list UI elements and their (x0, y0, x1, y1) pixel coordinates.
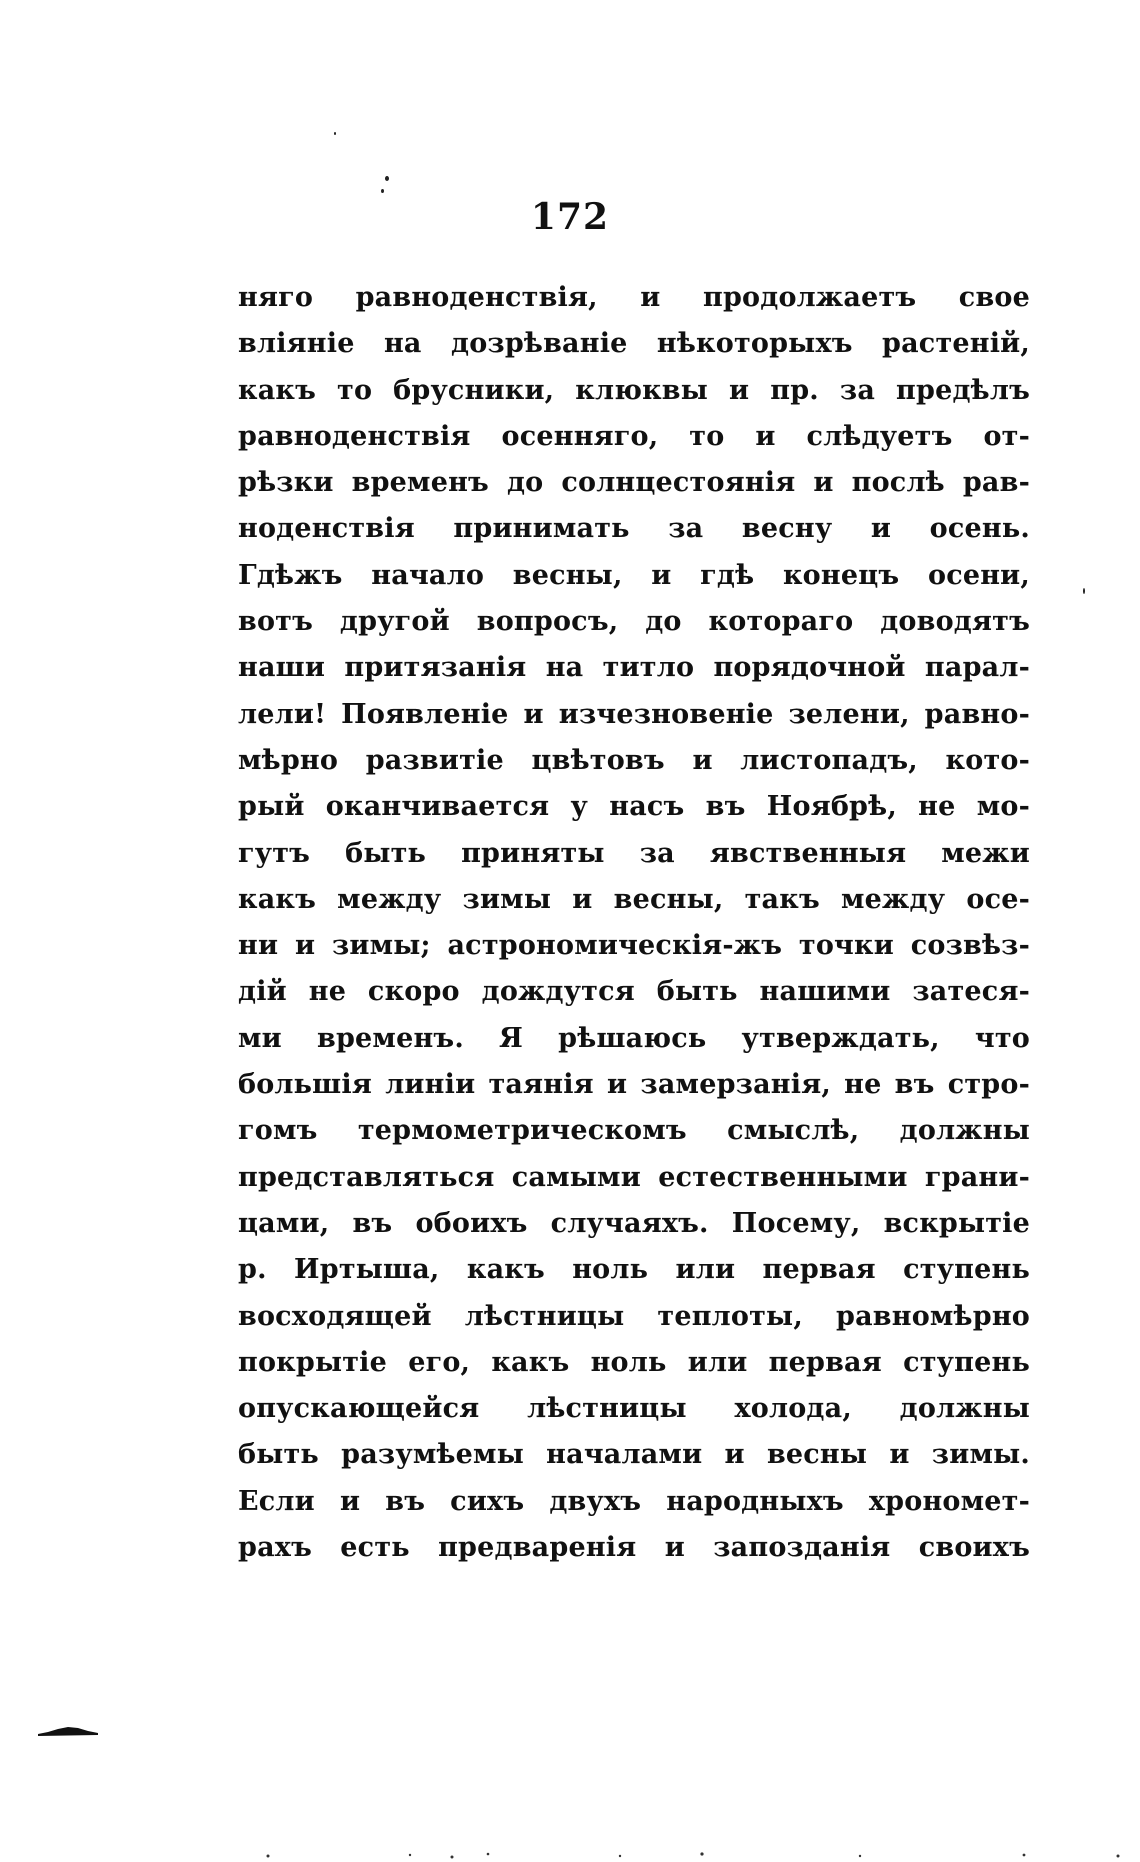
text-line: няго равноденствія, и продолжаетъ свое (238, 282, 1030, 313)
ink-speck (334, 132, 336, 135)
text-line: цами, въ обоихъ случаяхъ. Посему, вскрытіе (238, 1207, 1030, 1239)
text-line: мѣрно развитіе цвѣтовъ и листопадъ, кото- (238, 744, 1030, 776)
text-line: наши притязанія на титло порядочной парал- (238, 652, 1030, 684)
text-line: Если и въ сихъ двухъ народныхъ хрономет- (238, 1485, 1030, 1517)
ink-speck (1083, 588, 1085, 594)
text-line: покрытіе его, какъ ноль или первая ступень (238, 1346, 1030, 1378)
text-line: лели! Появленіе и изчезновеніе зелени, равно- (238, 698, 1030, 730)
text-line: вотъ другой вопросъ, до котораго доводятъ (238, 606, 1030, 638)
text-line: гомъ термометрическомъ смыслѣ, должны (238, 1115, 1030, 1147)
text-line: Гдѣжъ начало весны, и гдѣ конецъ осени, (238, 559, 1030, 591)
scan-edge-mark (38, 1726, 98, 1736)
text-line: представляться самыми естественными грани- (238, 1161, 1030, 1193)
text-line: дій не скоро дождутся быть нашими затеся- (238, 976, 1030, 1008)
text-line: равноденствія осенняго, то и слѣдуетъ от- (238, 420, 1030, 452)
scan-bottom-noise (0, 1848, 1140, 1862)
text-line: ноденствія принимать за весну и осень. (238, 513, 1030, 545)
text-line: ми временъ. Я рѣшаюсь утверждать, что (238, 1022, 1030, 1054)
body-text (238, 275, 1030, 1571)
text-line: какъ то брусники, клюквы и пр. за предѣлъ (238, 374, 1030, 406)
text-line: опускающейся лѣстницы холода, должны (238, 1393, 1030, 1425)
text-line: вліяніе на дозрѣваніе нѣкоторыхъ растеній, (238, 328, 1030, 360)
text-line: рый оканчивается у насъ въ Ноябрѣ, не мо- (238, 791, 1030, 823)
text-line: большія линіи таянія и замерзанія, не въ стро- (238, 1069, 1030, 1101)
text-line: р. Иртыша, какъ ноль или первая ступень (238, 1254, 1030, 1286)
text-line: быть разумѣемы началами и весны и зимы. (238, 1439, 1030, 1471)
text-line: рѣзки временъ до солнцестоянія и послѣ рав- (238, 467, 1030, 499)
text-line: какъ между зимы и весны, такъ между осе- (238, 883, 1030, 915)
text-line: гутъ быть приняты за явственныя межи (238, 837, 1030, 869)
text-line: восходящей лѣстницы теплоты, равномѣрно (238, 1300, 1030, 1332)
text-line: ни и зимы; астрономическія-жъ точки созвѣз- (238, 930, 1030, 962)
text-line: рахъ есть предваренія и запозданія своихъ (238, 1532, 1030, 1564)
ink-speck (385, 176, 389, 181)
page-number: 172 (530, 196, 610, 238)
ink-speck (381, 189, 384, 193)
